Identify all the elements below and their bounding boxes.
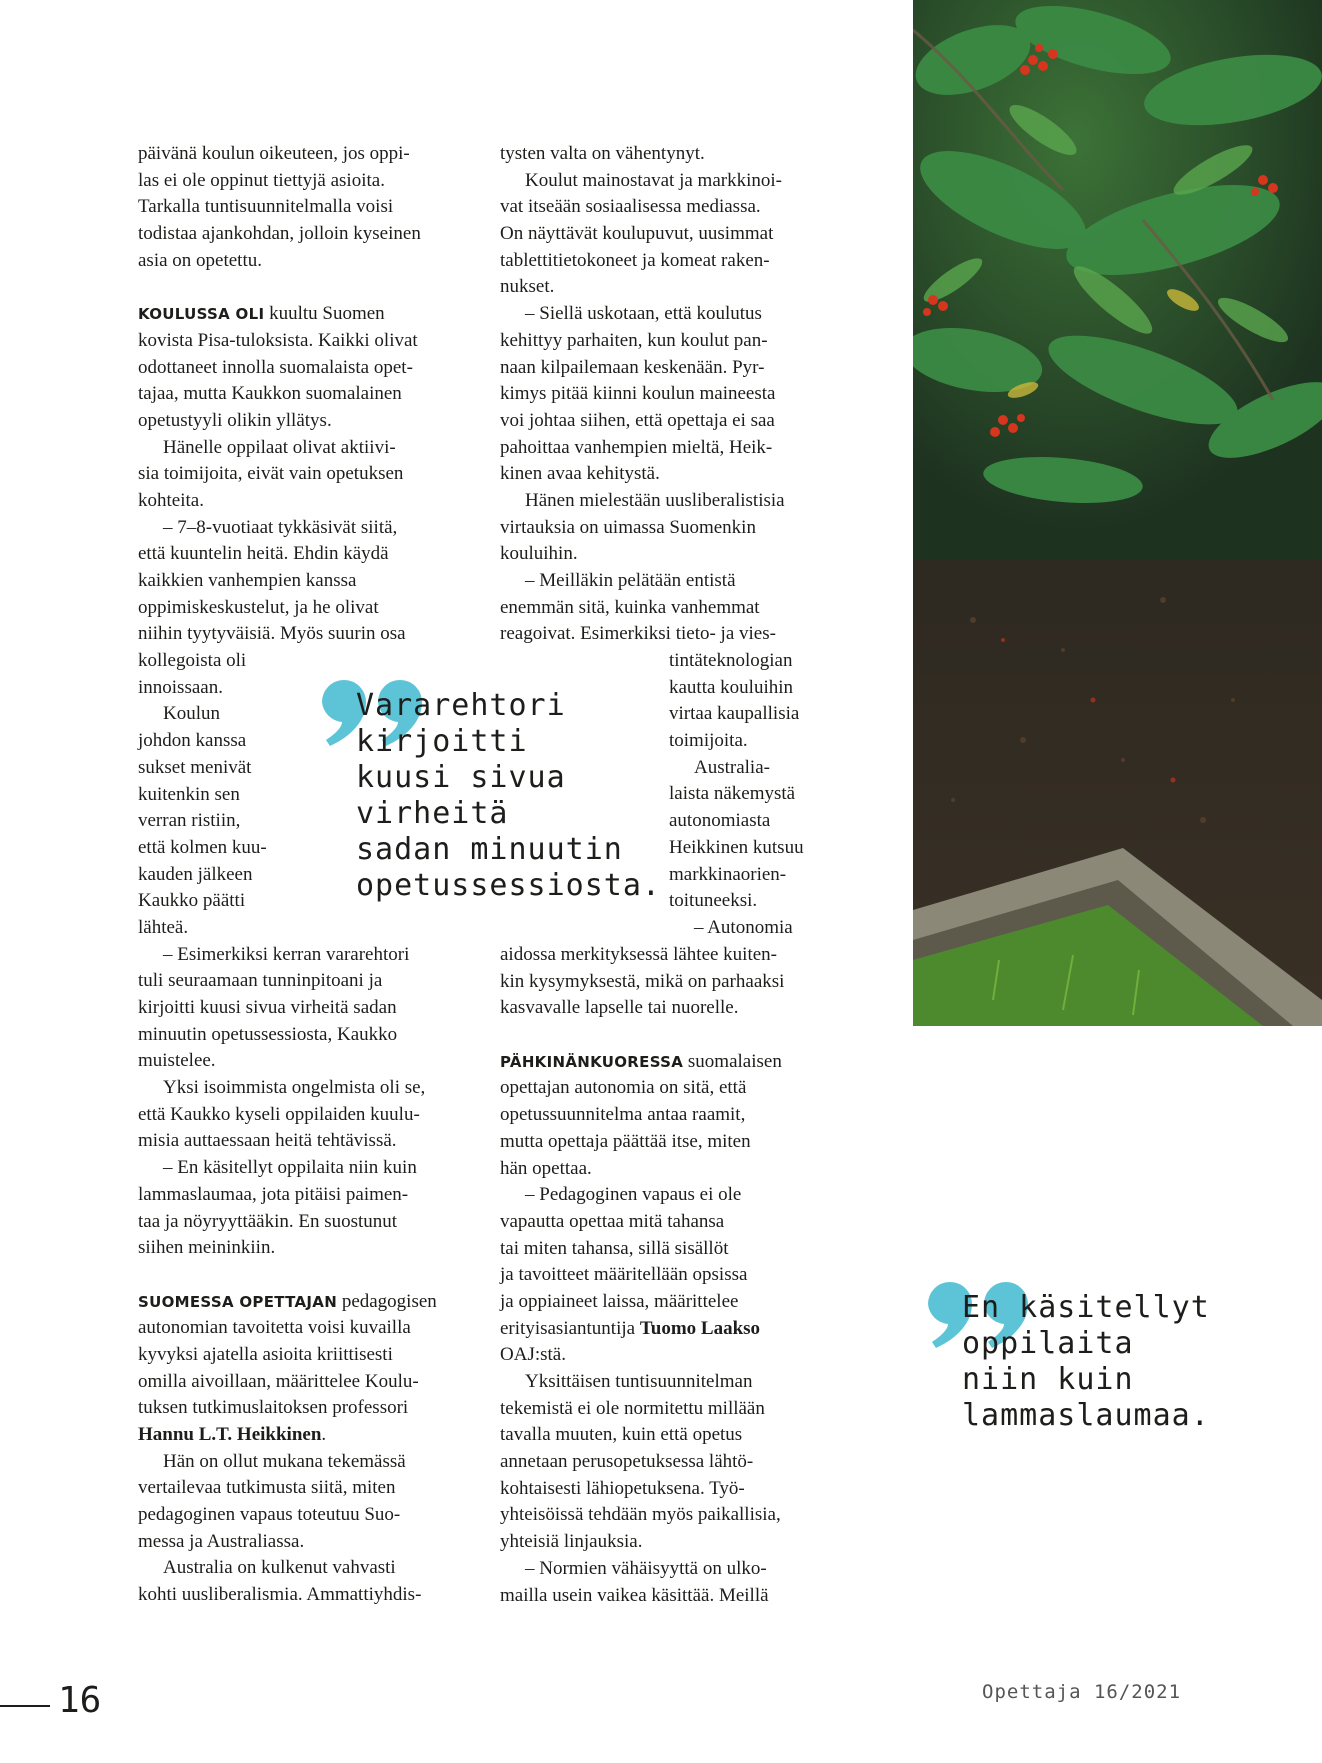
text-line: annetaan perusopetuksessa lähtö-: [500, 1451, 754, 1473]
photo-illustration: [913, 0, 1322, 1026]
text-line: Kaukko päätti: [138, 890, 246, 912]
text-line: – Pedagoginen vapaus ei ole: [525, 1184, 742, 1206]
text-line: – Autonomia: [694, 916, 793, 938]
text-line: autonomian tavoitetta voisi kuvailla: [138, 1317, 411, 1339]
text-line: yhteisiä linjauksia.: [500, 1531, 643, 1553]
text-line: kohti uusliberalismia. Ammattiyhdis-: [138, 1584, 422, 1606]
text-line: virtaa kaupallisia: [669, 703, 800, 725]
quote-line: kuusi sivua: [356, 760, 566, 795]
text-line: vertailevaa tutkimusta siitä, miten: [138, 1477, 396, 1499]
text-line: sia toimijoita, eivät vain opetuksen: [138, 463, 404, 485]
text-line: kollegoista oli: [138, 650, 247, 672]
text-line: asia on opetettu.: [138, 249, 262, 271]
text-line: tajaa, mutta Kaukkon suomalainen: [138, 383, 402, 405]
text-line: erityisasiantuntija Tuomo Laakso: [500, 1317, 761, 1339]
text-line: tysten valta on vähentynyt.: [500, 143, 705, 164]
text-line: että kolmen kuu-: [138, 836, 267, 858]
text-line: kouluihin.: [500, 543, 578, 565]
text-line: Yksi isoimmista ongelmista oli se,: [163, 1077, 426, 1099]
text-line: ja tavoitteet määritellään opsissa: [500, 1264, 748, 1286]
pull-quote-2: [962, 1290, 1210, 1434]
text-line: tekemistä ei ole normitettu millään: [500, 1397, 765, 1419]
text-line: tai miten tahansa, sillä sisällöt: [500, 1237, 729, 1259]
paragraph-gap: [138, 1262, 437, 1289]
quote-line: En käsitellyt: [962, 1290, 1210, 1325]
text-line: innoissaan.: [138, 676, 223, 698]
text-line: kaikkien vanhempien kanssa: [138, 570, 357, 591]
text-line: tuli seuraamaan tunninpitoani ja: [138, 970, 383, 992]
text-line: PÄHKINÄNKUORESSA suomalaisen: [500, 1050, 782, 1072]
text-line: päivänä koulun oikeuteen, jos oppi-: [138, 143, 410, 164]
text-line: virtauksia on uimassa Suomenkin: [500, 516, 756, 538]
person-name: Tuomo Laakso: [639, 1317, 761, 1339]
text-line: laista näkemystä: [669, 783, 796, 805]
text-line: mutta opettaja päättää itse, miten: [500, 1130, 751, 1152]
lead-in: PÄHKINÄNKUORESSA: [500, 1052, 684, 1071]
text-line: nukset.: [500, 276, 555, 298]
text-line: kauden jälkeen: [138, 863, 253, 885]
paragraph-gap: [500, 1022, 784, 1049]
text-line: ja oppiaineet laissa, määrittelee: [500, 1290, 739, 1312]
text-line: voi johtaa siihen, että opettaja ei saa: [500, 409, 775, 431]
quote-line: niin kuin: [962, 1362, 1134, 1397]
text-line: Hänelle oppilaat olivat aktiivi-: [163, 436, 396, 458]
text-line: autonomiasta: [669, 810, 771, 832]
text-line: vapautta opettaa mitä tahansa: [500, 1210, 725, 1232]
text-line: Heikkinen kutsuu: [669, 836, 804, 858]
text-line: johdon kanssa: [138, 730, 247, 752]
text-line: toimijoita.: [669, 730, 748, 752]
text-line: sukset menivät: [138, 756, 252, 778]
text-line: – Siellä uskotaan, että koulutus: [525, 303, 762, 325]
text-line: muistelee.: [138, 1050, 216, 1072]
text-line: KOULUSSA OLI kuultu Suomen: [138, 303, 385, 325]
text-line: tablettitietokoneet ja komeat raken-: [500, 249, 770, 271]
text-line: opetustyyli olikin yllätys.: [138, 409, 332, 431]
quote-line: opetussessiosta.: [356, 868, 661, 903]
text-line: että Kaukko kyseli oppilaiden kuulu-: [138, 1103, 420, 1125]
text-line: kirjoitti kuusi sivua virheitä sadan: [138, 997, 397, 1018]
text-line: että kuuntelin heitä. Ehdin käydä: [138, 543, 389, 565]
body-column-2-wrap: [669, 648, 804, 942]
text-line: – Esimerkiksi kerran vararehtori: [163, 943, 410, 965]
page-number: 16: [58, 1680, 102, 1721]
text-line: tavalla muuten, kuin että opetus: [500, 1424, 743, 1446]
text-line: Tarkalla tuntisuunnitelmalla voisi: [138, 196, 394, 218]
text-line: kyvyksi ajatella asioita kriittisesti: [138, 1343, 393, 1365]
text-line: lähteä.: [138, 916, 189, 938]
text-line: Koulut mainostavat ja markkinoi-: [525, 169, 782, 191]
text-line: verran ristiin,: [138, 810, 241, 832]
quote-line: kirjoitti: [356, 724, 528, 759]
text-line: toituneeksi.: [669, 890, 758, 912]
text-line: niihin tyytyväisiä. Myös suurin osa: [138, 623, 406, 645]
magazine-issue: Opettaja 16/2021: [982, 1681, 1182, 1703]
text-line: yhteisöissä tehdään myös paikallisia,: [500, 1504, 781, 1526]
text-line: pahoittaa vanhempien mieltä, Heik-: [500, 436, 773, 458]
text-line: lammaslaumaa, jota pitäisi paimen-: [138, 1183, 409, 1205]
text-line: kuitenkin sen: [138, 783, 240, 805]
paragraph-gap: [138, 274, 437, 301]
text-line: OAJ:stä.: [500, 1344, 566, 1366]
text-line: las ei ole oppinut tiettyjä asioita.: [138, 169, 385, 191]
text-line: kinen avaa kehitystä.: [500, 463, 660, 485]
text-line: tintäteknologian: [669, 650, 793, 671]
text-line: Yksittäisen tuntisuunnitelman: [525, 1371, 753, 1392]
person-name: Hannu L.T. Heikkinen: [138, 1424, 322, 1445]
text-line: – 7–8-vuotiaat tykkäsivät siitä,: [163, 516, 398, 538]
text-line: On näyttävät koulupuvut, uusimmat: [500, 223, 774, 245]
text-line: tuksen tutkimuslaitoksen professori: [138, 1397, 409, 1419]
text-line: SUOMESSA OPETTAJAN pedagogisen: [138, 1290, 437, 1312]
text-line: markkinaorien-: [669, 863, 787, 885]
text-line: Hän on ollut mukana tekemässä: [163, 1450, 406, 1472]
text-line: todistaa ajankohdan, jolloin kyseinen: [138, 223, 421, 245]
text-line: oppimiskeskustelut, ja he olivat: [138, 596, 379, 618]
text-line: kin kysymyksestä, mikä on parhaaksi: [500, 970, 785, 992]
text-line: pedagoginen vapaus toteutuu Suo-: [138, 1504, 401, 1526]
text-line: omilla aivoillaan, määrittelee Koulu-: [138, 1370, 419, 1392]
text-line: mailla usein vaikea käsittää. Meillä: [500, 1584, 769, 1606]
text-line: siihen meininkiin.: [138, 1237, 276, 1259]
text-line: enemmän sitä, kuinka vanhemmat: [500, 596, 760, 618]
body-column-2-bottom: [500, 942, 784, 1609]
text-line: kasvavalle lapselle tai nuorelle.: [500, 997, 739, 1019]
text-line: taa ja nöyryyttääkin. En suostunut: [138, 1210, 398, 1232]
text-line: reagoivat. Esimerkiksi tieto- ja vies-: [500, 623, 776, 645]
pull-quote-1: [356, 688, 661, 904]
text-line: Australia-: [694, 756, 770, 778]
text-line: messa ja Australiassa.: [138, 1530, 305, 1552]
text-line: hän opettaa.: [500, 1157, 592, 1179]
text-line: – Meilläkin pelätään entistä: [525, 570, 736, 591]
text-line: aidossa merkityksessä lähtee kuiten-: [500, 944, 778, 965]
quote-line: oppilaita: [962, 1326, 1134, 1361]
body-column-2: [500, 141, 785, 648]
text-line: Koulun: [163, 703, 220, 725]
text-line: misia auttaessaan heitä tehtävissä.: [138, 1130, 397, 1152]
text-line: kohtaisesti lähiopetuksena. Työ-: [500, 1477, 745, 1499]
text-line: kovista Pisa-tuloksista. Kaikki olivat: [138, 329, 418, 351]
text-line: vat itseään sosiaalisessa mediassa.: [500, 196, 761, 218]
text-line: minuutin opetussessiosta, Kaukko: [138, 1023, 398, 1045]
rowan-tree-photo: [913, 0, 1322, 1026]
text-line: Australia on kulkenut vahvasti: [163, 1557, 396, 1579]
text-line: kautta kouluihin: [669, 676, 794, 698]
text-line: kohteita.: [138, 489, 204, 511]
text-line: opettajan autonomia on sitä, että: [500, 1077, 747, 1099]
lead-in: SUOMESSA OPETTAJAN: [138, 1292, 338, 1311]
quote-line: virheitä: [356, 796, 509, 831]
quote-line: lammaslaumaa.: [962, 1398, 1210, 1433]
text-line: – Normien vähäisyyttä on ulko-: [525, 1557, 767, 1579]
quote-line: Vararehtori: [356, 688, 566, 723]
text-line: Hannu L.T. Heikkinen.: [138, 1424, 327, 1445]
text-line: kehittyy parhaiten, kun koulut pan-: [500, 329, 768, 351]
text-line: kimys pitää kiinni koulun maineesta: [500, 383, 776, 405]
text-line: naan kilpailemaan keskenään. Pyr-: [500, 356, 765, 378]
text-line: – En käsitellyt oppilaita niin kuin: [163, 1157, 417, 1179]
text-line: opetussuunnitelma antaa raamit,: [500, 1104, 746, 1126]
text-line: odottaneet innolla suomalaista opet-: [138, 356, 413, 378]
text-line: Hänen mielestään uusliberalistisia: [525, 489, 785, 511]
quote-line: sadan minuutin: [356, 832, 623, 867]
footer-rule: [0, 1705, 50, 1707]
lead-in: KOULUSSA OLI: [138, 305, 265, 324]
